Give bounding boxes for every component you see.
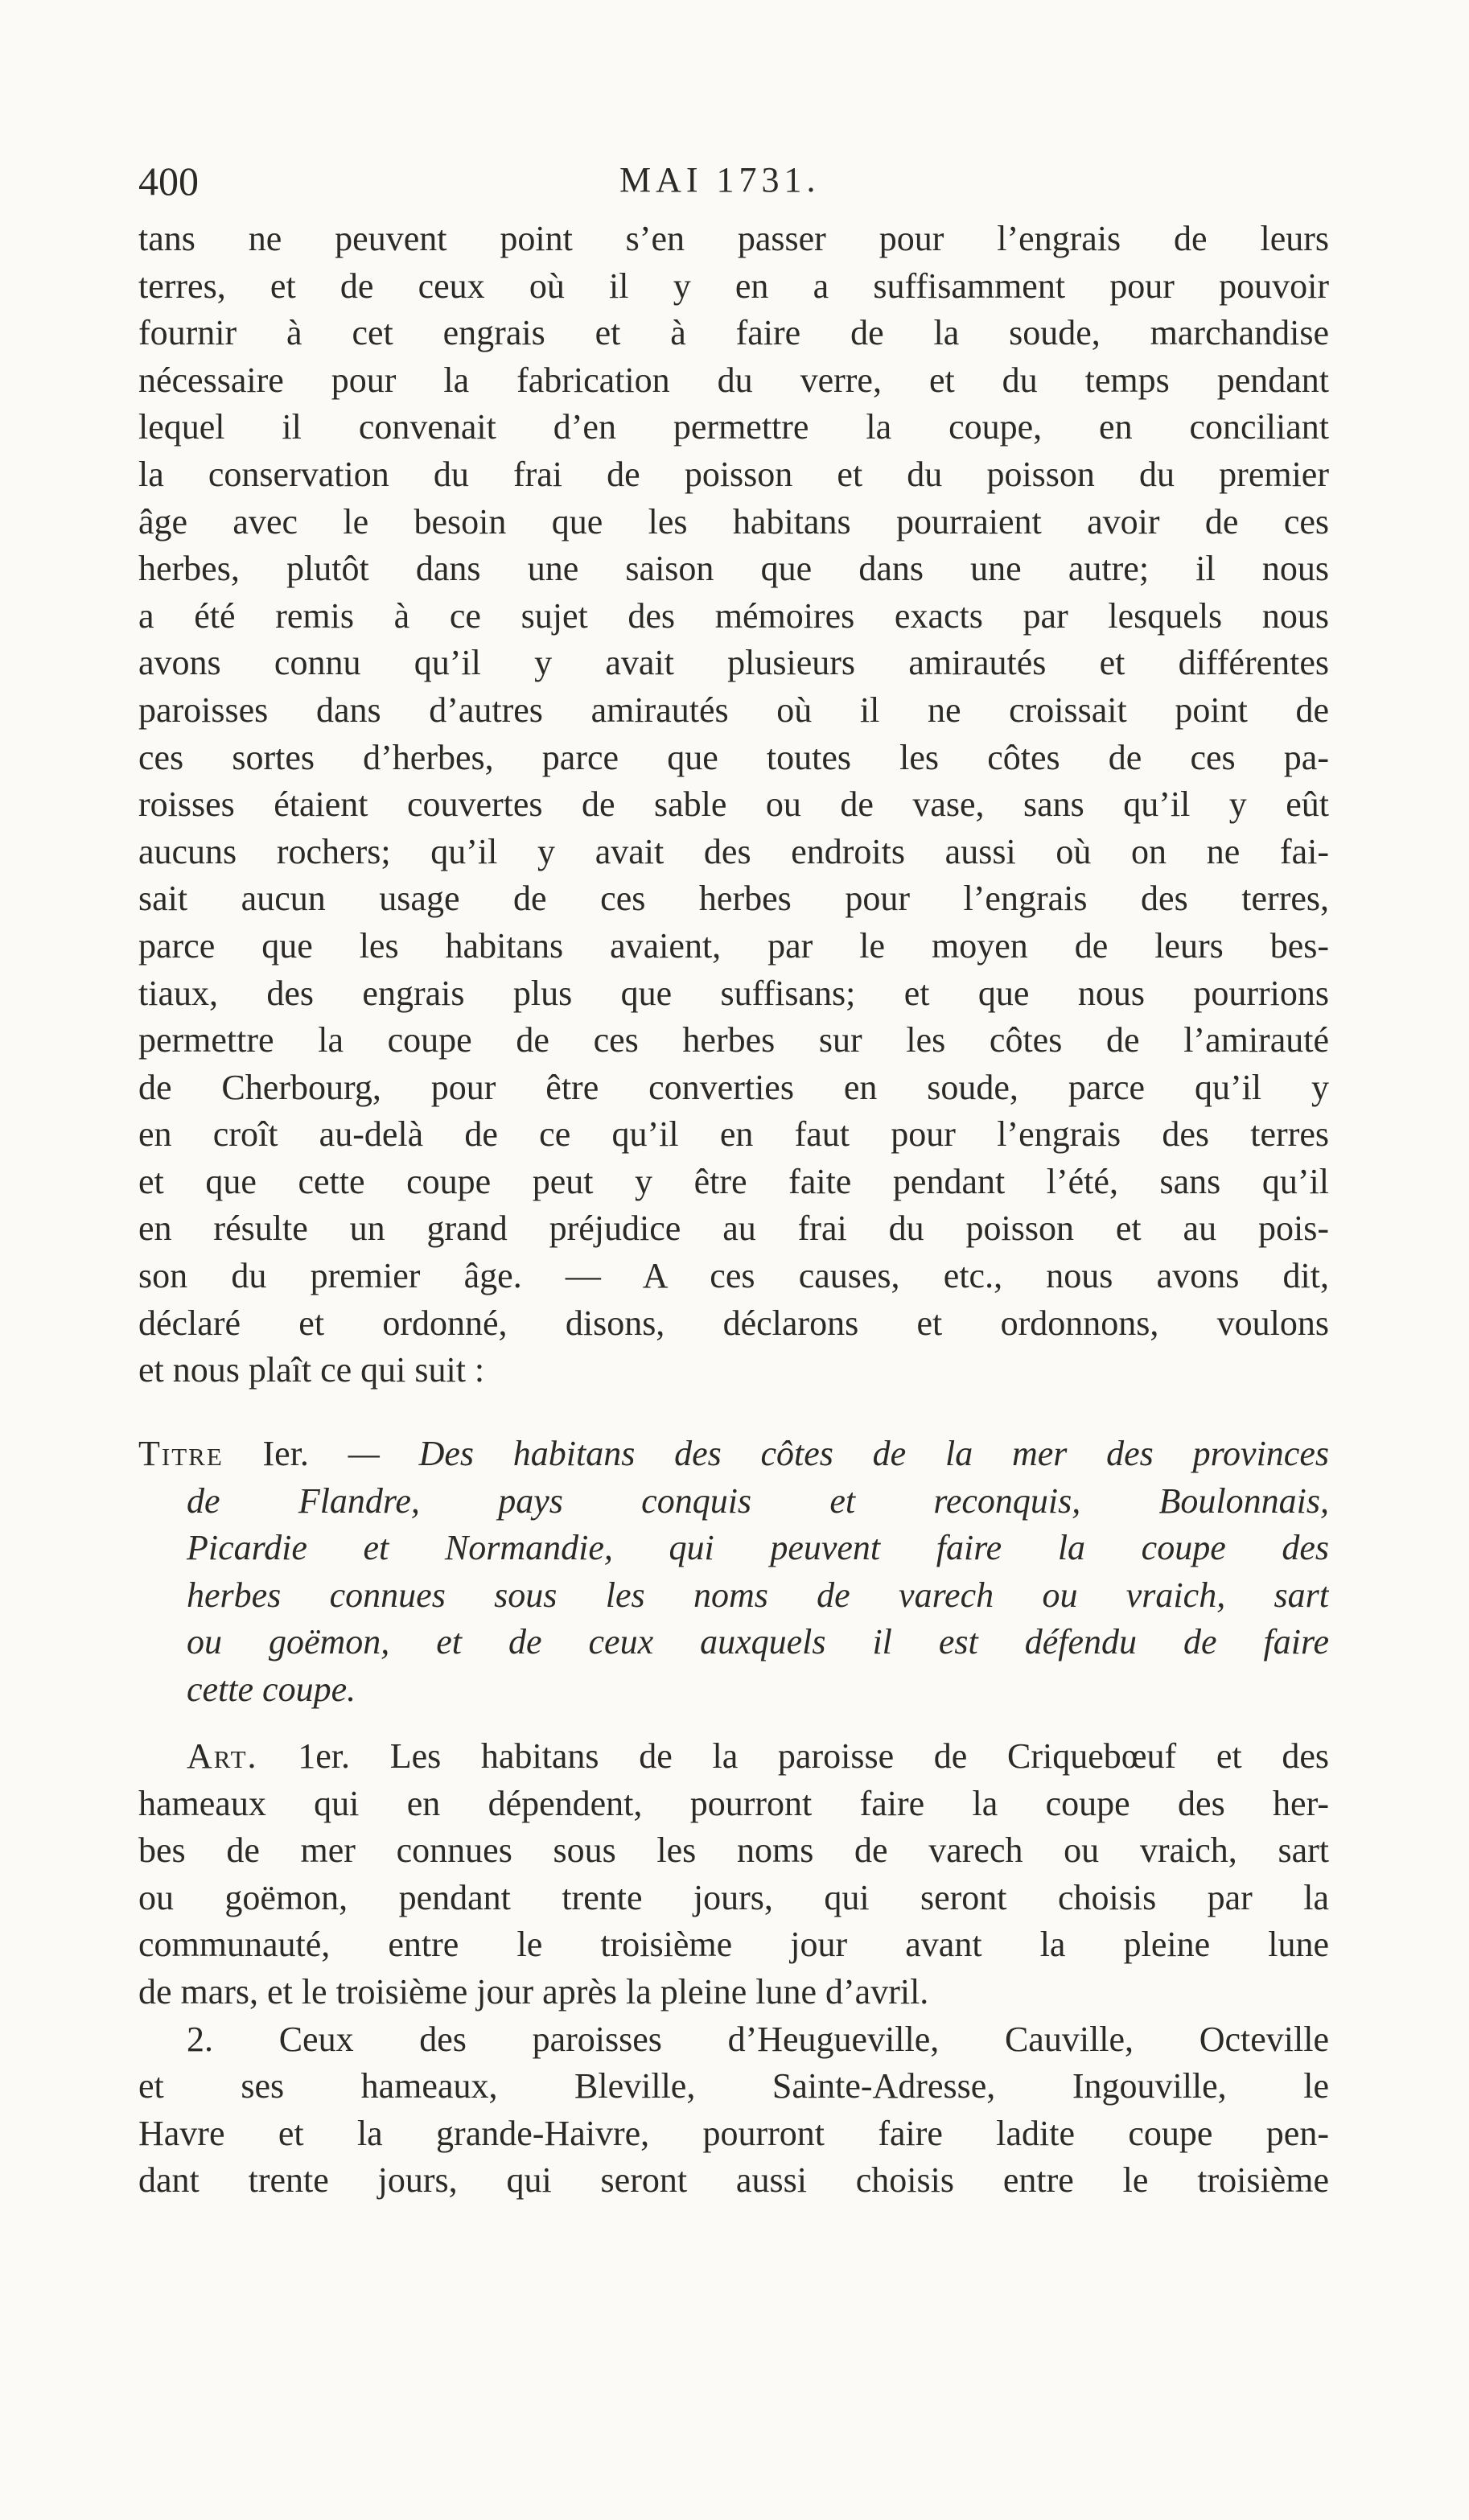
body-line: en croît au-delà de ce qu’il en faut pour l’engrais des terres: [138, 1114, 1329, 1155]
article-line: dant trente jours, qui seront aussi choisis entre le troisième: [138, 2160, 1329, 2201]
body-line: terres, et de ceux où il y en a suffisamment pour pouvoir: [138, 266, 1329, 306]
title-label: Titre: [138, 1434, 224, 1473]
page-number: 400: [138, 159, 199, 204]
body-line: la conservation du frai de poisson et du poisson du premier: [138, 454, 1329, 494]
title-line: Picardie et Normandie, qui peuvent faire la coupe des: [187, 1528, 1329, 1568]
body-line: sait aucun usage de ces herbes pour l’engrais des terres,: [138, 879, 1329, 919]
articles: [138, 1733, 1329, 2205]
article-label: Art.: [187, 1736, 258, 1776]
body-line: et nous plaît ce qui suit :: [138, 1350, 485, 1390]
article-line: communauté, entre le troisième jour avant la pleine lune: [138, 1925, 1329, 1965]
title-line: herbes connues sous les noms de varech ou vraich, sart: [187, 1575, 1329, 1615]
page-header: [138, 158, 1329, 214]
body-line: avons connu qu’il y avait plusieurs amirautés et différentes: [138, 643, 1329, 683]
body-line: lequel il convenait d’en permettre la coupe, en conciliant: [138, 407, 1329, 447]
title-number: Ier.: [262, 1434, 309, 1473]
running-head: MAI 1731.: [619, 160, 821, 200]
title-line: de Flandre, pays conquis et reconquis, Boulonnais,: [187, 1480, 1329, 1521]
body-line: herbes, plutôt dans une saison que dans une autre; il nous: [138, 549, 1329, 589]
body-line: nécessaire pour la fabrication du verre, et du temps pendant: [138, 360, 1329, 400]
body-line: aucuns rochers; qu’il y avait des endroits aussi où on ne fai-: [138, 831, 1329, 871]
article-line: ou goëmon, pendant trente jours, qui seront choisis par la: [138, 1877, 1329, 1917]
title-line: [138, 1431, 1329, 1478]
body-line: permettre la coupe de ces herbes sur les côtes de l’amirauté: [138, 1020, 1329, 1060]
title-line: cette coupe.: [187, 1669, 356, 1709]
article-first-line: [138, 1733, 1329, 1781]
body-line: en résulte un grand préjudice au frai du poisson et au pois-: [138, 1209, 1329, 1249]
body-line: déclaré et ordonné, disons, déclarons et ordonnons, voulons: [138, 1303, 1329, 1343]
body-line: roisses étaient couvertes de sable ou de vase, sans qu’il y eût: [138, 784, 1329, 825]
article-line: 2. Ceux des paroisses d’Heugueville, Cauville, Octeville: [187, 2019, 1329, 2059]
article-line: de mars, et le troisième jour après la pleine lune d’avril.: [138, 1971, 929, 2011]
article-line: bes de mer connues sous les noms de varech ou vraich, sart: [138, 1830, 1329, 1871]
body-line: tiaux, des engrais plus que suffisans; et que nous pourrions: [138, 973, 1329, 1013]
title-text: — Des habitans des côtes de la mer des provinces: [348, 1434, 1329, 1473]
body-text: [138, 216, 1329, 1394]
body-line: tans ne peuvent point s’en passer pour l’engrais de leurs: [138, 219, 1329, 258]
article-number: 1er.: [298, 1736, 350, 1776]
article-line: et ses hameaux, Bleville, Sainte-Adresse, Ingouville, le: [138, 2066, 1329, 2106]
body-line: parce que les habitans avaient, par le moyen de leurs bes-: [138, 925, 1329, 966]
body-line: de Cherbourg, pour être converties en soude, parce qu’il y: [138, 1067, 1329, 1107]
article-line: hameaux qui en dépendent, pourront faire la coupe des her-: [138, 1783, 1329, 1823]
section-title: [138, 1431, 1329, 1714]
body-line: paroisses dans d’autres amirautés où il ne croissait point de: [138, 690, 1329, 730]
body-line: ces sortes d’herbes, parce que toutes les côtes de ces pa-: [138, 737, 1329, 777]
body-line: et que cette coupe peut y être faite pendant l’été, sans qu’il: [138, 1161, 1329, 1201]
article-text: Les habitans de la paroisse de Criquebœuf et des: [389, 1736, 1329, 1776]
article-line: Havre et la grande-Haivre, pourront faire ladite coupe pen-: [138, 2113, 1329, 2153]
body-line: âge avec le besoin que les habitans pourraient avoir de ces: [138, 501, 1329, 541]
body-line: son du premier âge. — A ces causes, etc., nous avons dit,: [138, 1256, 1329, 1296]
title-line: ou goëmon, et de ceux auxquels il est défendu de faire: [187, 1622, 1329, 1662]
body-line: fournir à cet engrais et à faire de la soude, marchandise: [138, 313, 1329, 353]
body-line: a été remis à ce sujet des mémoires exacts par lesquels nous: [138, 595, 1329, 636]
